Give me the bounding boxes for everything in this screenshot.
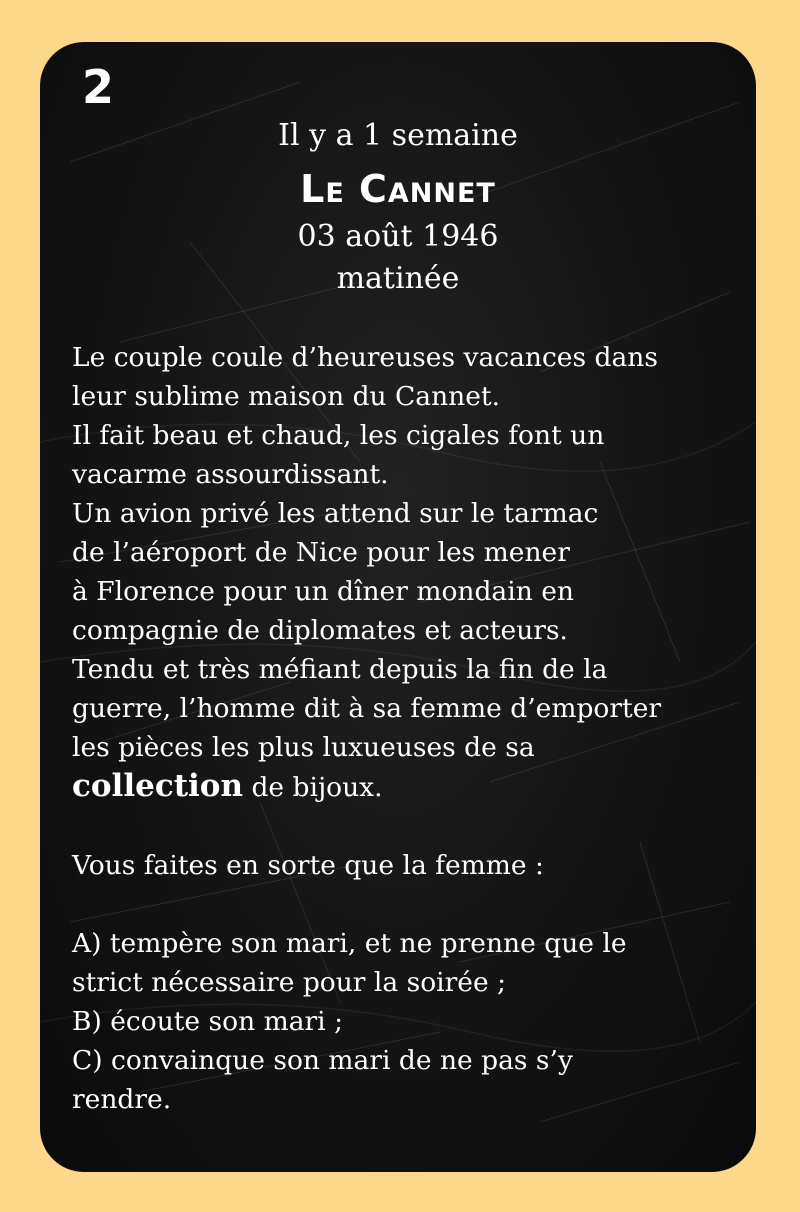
option-a-continued: strict nécessaire pour la soirée ;	[72, 967, 507, 998]
story-line: Un avion privé les attend sur le tarmac	[72, 498, 599, 529]
spacer	[72, 885, 732, 924]
time-of-day: matinée	[336, 261, 460, 296]
story-line: Il fait beau et chaud, les cigales font un	[72, 420, 605, 451]
story-card	[40, 42, 756, 1172]
story-line-rest: de bijoux.	[243, 772, 383, 803]
card-header	[40, 114, 756, 300]
story-line: à Florence pour un dîner mondain en	[72, 576, 574, 607]
story-line: les pièces les plus luxueuses de sa	[72, 732, 535, 763]
date: 03 août 1946	[297, 219, 499, 254]
story-line: vacarme assourdissant.	[72, 459, 389, 490]
option-a: A) tempère son mari, et ne prenne que le	[72, 928, 627, 959]
location-title: Le Cannet	[300, 167, 496, 211]
story-line: guerre, l’homme dit à sa femme d’emporter	[72, 693, 662, 724]
option-c-continued: rendre.	[72, 1084, 172, 1115]
story-line: Le couple coule d’heureuses vacances dans	[72, 342, 658, 373]
story-line: compagnie de diplomates et acteurs.	[72, 615, 568, 646]
story-body	[72, 338, 732, 1119]
option-c: C) convainque son mari de ne pas s’y	[72, 1045, 573, 1076]
card-number: 2	[82, 60, 115, 114]
time-ago: Il y a 1 semaine	[278, 118, 518, 153]
question: Vous faites en sorte que la femme :	[72, 850, 544, 881]
story-line: leur sublime maison du Cannet.	[72, 381, 500, 412]
story-line: de l’aéroport de Nice pour les mener	[72, 537, 570, 568]
spacer	[72, 807, 732, 846]
story-line: Tendu et très méfiant depuis la fin de la	[72, 654, 608, 685]
story-line	[72, 767, 732, 807]
keyword: collection	[72, 768, 244, 804]
option-b: B) écoute son mari ;	[72, 1006, 344, 1037]
